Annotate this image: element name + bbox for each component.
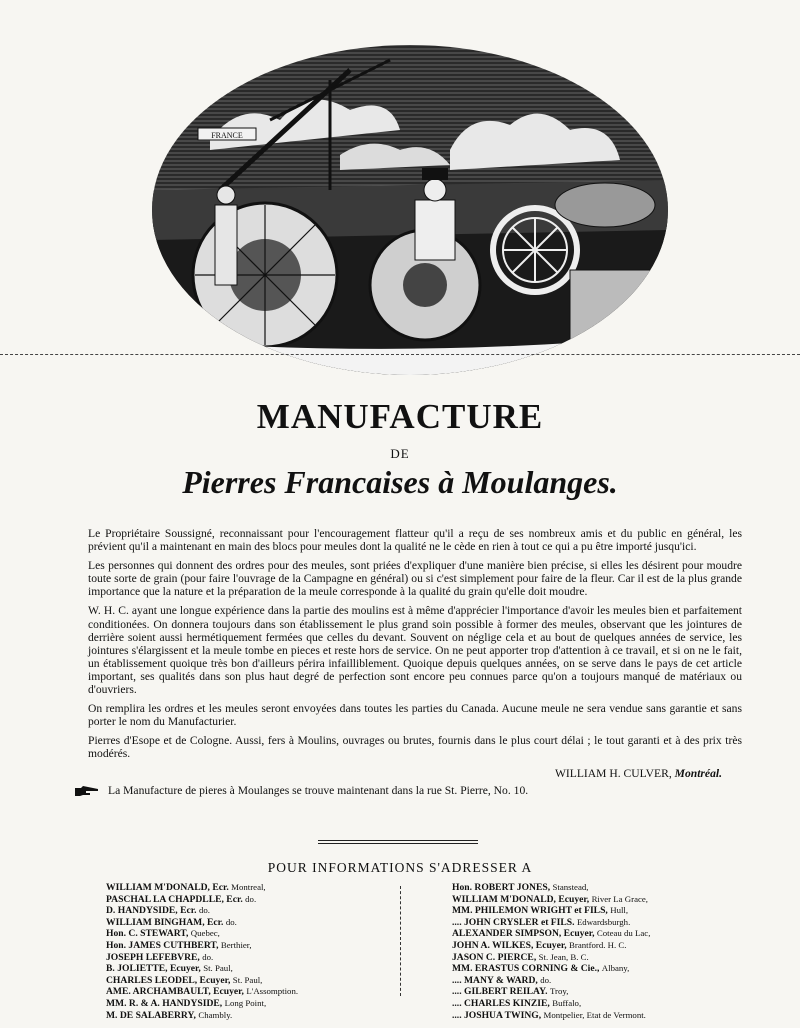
- page-title: MANUFACTURE: [256, 397, 544, 436]
- divider: [318, 840, 478, 841]
- address-text: La Manufacture de pieres à Moulanges se trouve maintenant dans la rue St. Pierre, No. 10.: [108, 783, 529, 797]
- contacts-right-column: [452, 882, 752, 1021]
- contact-entry: WILLIAM M'DONALD, Ecr. Montreal,: [106, 882, 266, 893]
- contacts-heading: POUR INFORMATIONS S'ADRESSER A: [267, 860, 533, 875]
- contact-entry: WILLIAM M'DONALD, Ecuyer, River La Grace,: [452, 893, 648, 905]
- pointing-hand-icon: [74, 785, 100, 797]
- contact-entry: ALEXANDER SIMPSON, Ecuyer, Coteau du Lac,: [452, 928, 651, 940]
- contact-entry: JASON C. PIERCE, St. Jean, B. C.: [452, 951, 589, 963]
- page-subtitle: Pierres Francaises à Moulanges.: [182, 464, 618, 500]
- contact-entry: WILLIAM BINGHAM, Ecr. do.: [106, 916, 237, 928]
- contact-entry: M. DE SALABERRY, Chambly.: [106, 1009, 233, 1021]
- contact-entry: JOHN A. WILKES, Ecuyer, Brantford. H. C.: [452, 939, 627, 951]
- address-note: [74, 784, 742, 797]
- contact-entry: .... GILBERT REILAY. Troy,: [452, 986, 569, 998]
- contact-entry: PASCHAL LA CHAPDLLE, Ecr. do.: [106, 893, 257, 905]
- millstone-workshop-illustration: [150, 40, 670, 380]
- contact-entry: D. HANDYSIDE, Ecr. do.: [106, 905, 210, 917]
- contact-entry: JOSEPH LEFEBVRE, do.: [106, 951, 214, 963]
- paragraph: Les personnes qui donnent des ordres pour des meules, sont priées d'expliquer d'une manière bien précise, si elles les désirent pour moudre toute sorte de grain (pour faire l'ouvrage de la Campagne en général) ou si c'est simplement pour faire de la fleur. Car il est de la plus grande importance que la nature et la préparation de la meule corresponde à la qualité du grain qu'elle doit moudre.: [88, 559, 742, 599]
- dotted-rule: [0, 354, 800, 355]
- contacts-left-column: [106, 882, 396, 1021]
- contact-entry: .... JOSHUA TWING, Montpelier, Etat de Vermont.: [452, 1009, 646, 1021]
- contact-entry: Hon. ROBERT JONES, Stanstead,: [452, 882, 589, 893]
- contact-entry: .... CHARLES KINZIE, Buffalo,: [452, 997, 582, 1009]
- signer-city: Montréal.: [674, 766, 722, 780]
- title-connector: DE: [390, 446, 410, 461]
- contact-entry: CHARLES LEODEL, Ecuyer, St. Paul,: [106, 974, 263, 986]
- paragraph: Le Propriétaire Soussigné, reconnaissant pour l'encouragement flatteur qu'il a reçu de ses nombreux amis et du public en général, les prévient qu'il a maintenant en main des blocs pour meules dont la qualité ne le cède en rien à tout ce qui a pu être importé jusqu'ici.: [88, 527, 742, 554]
- contact-entry: MM. R. & A. HANDYSIDE, Long Point,: [106, 997, 267, 1009]
- advertisement-body: [88, 527, 742, 797]
- contact-entry: MM. PHILEMON WRIGHT et FILS, Hull,: [452, 905, 629, 917]
- paragraph: W. H. C. ayant une longue expérience dans la partie des moulins est à même d'apprécier l'importance d'avoir les meules bien et parfaitement conditionées. On donnera toujours dans son établissement le plus grand soin possible à former des meules, observant que les jointures de derrière soient aussi hermétiquement fermées que celles du devant. Souvent on néglige cela et au bout de quelques années de service, les jointures s'élargissent et la meule tombe en pieces et reste hors de service. On ne peut apporter trop d'attention à ce travail, et si on ne le fait, un établissement quoique très bon d'ailleurs périra infailliblement. Quoique depuis quelques années, on se serve dans le pays de cet article important, ses qualités dans son plus haut degré de perfection sont encore peu connues parce qu'on a toujours manqué de matériaux ou d'ouvriers.: [88, 604, 742, 697]
- signer-name: WILLIAM H. CULVER,: [554, 766, 672, 780]
- contact-entry: .... JOHN CRYSLER et FILS. Edwardsburgh.: [452, 916, 631, 928]
- contact-entry: .... MANY & WARD, do.: [452, 974, 552, 986]
- contact-entry: Hon. JAMES CUTHBERT, Berthier,: [106, 939, 252, 951]
- divider: [318, 843, 478, 844]
- contact-entry: Hon. C. STEWART, Quebec,: [106, 928, 220, 940]
- contact-entry: B. JOLIETTE, Ecuyer, St. Paul,: [106, 963, 233, 975]
- column-divider: [400, 886, 401, 996]
- contact-entry: AME. ARCHAMBAULT, Ecuyer, L'Assomption.: [106, 986, 299, 998]
- paragraph: On remplira les ordres et les meules seront envoyées dans toutes les parties du Canada. Aucune meule ne sera vendue sans garantie et sans porter le nom du Manufacturier.: [88, 702, 742, 729]
- banner-label: FRANCE: [211, 131, 243, 140]
- paragraph: Pierres d'Esope et de Cologne. Aussi, fers à Moulins, ouvrages ou brutes, fournis dans le plus court délai ; le tout garanti et à des prix très modérés.: [88, 734, 742, 761]
- signature: [88, 767, 722, 780]
- contact-entry: MM. ERASTUS CORNING & Cie., Albany,: [452, 963, 630, 975]
